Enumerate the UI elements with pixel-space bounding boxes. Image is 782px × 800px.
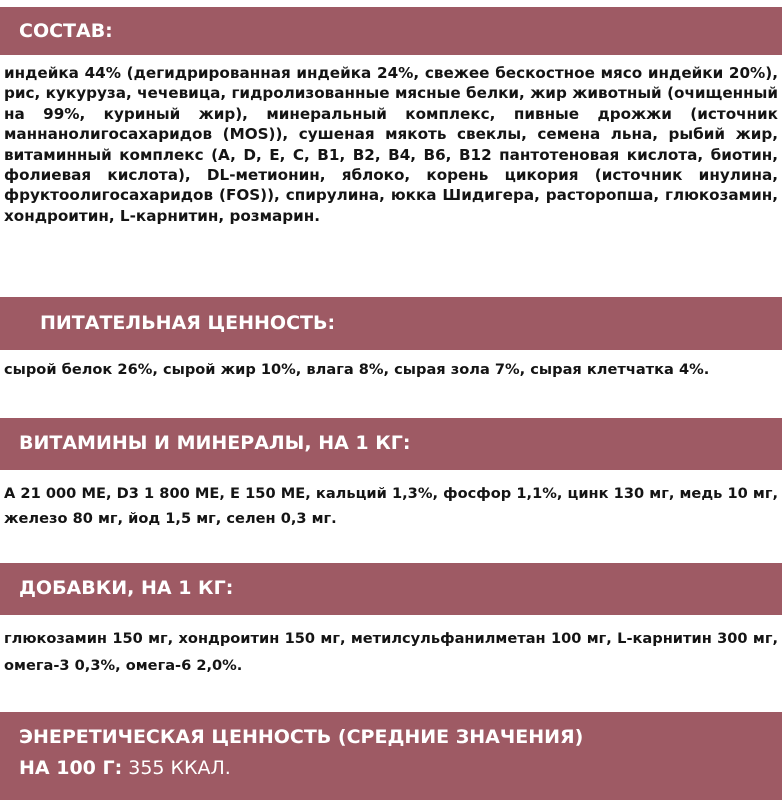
additives-text: глюкозамин 150 мг, хондроитин 150 мг, метилсульфанилметан 100 мг, L-карнитин 300 мг, омега-3 0,3%, омега-6 2,0%. bbox=[4, 630, 778, 674]
composition-header bbox=[0, 7, 782, 55]
energy-value: 355 ККАЛ. bbox=[122, 757, 231, 779]
nutrition-text: сырой белок 26%, сырой жир 10%, влага 8%, сырая зола 7%, сырая клетчатка 4%. bbox=[4, 361, 710, 378]
vitamins-header bbox=[0, 418, 782, 470]
nutrition-header bbox=[0, 297, 782, 350]
additives-header bbox=[0, 563, 782, 615]
composition-title: СОСТАВ: bbox=[19, 20, 113, 42]
nutrition-title: ПИТАТЕЛЬНАЯ ЦЕННОСТЬ: bbox=[40, 312, 336, 334]
energy-title: ЭНЕРЕТИЧЕСКАЯ ЦЕННОСТЬ (СРЕДНИЕ ЗНАЧЕНИЯ) bbox=[19, 726, 584, 748]
energy-header bbox=[0, 712, 782, 800]
vitamins-text: A 21 000 МЕ, D3 1 800 МЕ, E 150 МЕ, кальций 1,3%, фосфор 1,1%, цинк 130 мг, медь 10 мг, железо 80 мг, йод 1,5 мг, селен 0,3 мг. bbox=[4, 485, 778, 527]
composition-text: индейка 44% (дегидрированная индейка 24%, свежее бескостное мясо индейки 20%), рис, кукуруза, чечевица, гидролизованные мясные белки, жир животный (очищенный на 99%, куриный жир), минеральный комплекс, пивные дрожжи (источник маннанолигосахаридов (MOS)), сушеная мякоть свеклы, семена льна, рыбий жир, витаминный комплекс (A, D, E, C, B1, B2, B4, B6, B12 пантотеновая кислота, биотин, фолиевая кислота), DL-метионин, яблоко, корень цикория (источник инулина, фруктоолигосахаридов (FOS)), спирулина, юкка Шидигера, расторопша, глюкозамин, хондроитин, L-карнитин, розмарин. bbox=[4, 64, 778, 225]
vitamins-title: ВИТАМИНЫ И МИНЕРАЛЫ, НА 1 КГ: bbox=[19, 432, 411, 454]
additives-title: ДОБАВКИ, НА 1 КГ: bbox=[19, 577, 234, 599]
energy-line bbox=[19, 757, 782, 779]
energy-label: НА 100 Г: bbox=[19, 757, 123, 779]
